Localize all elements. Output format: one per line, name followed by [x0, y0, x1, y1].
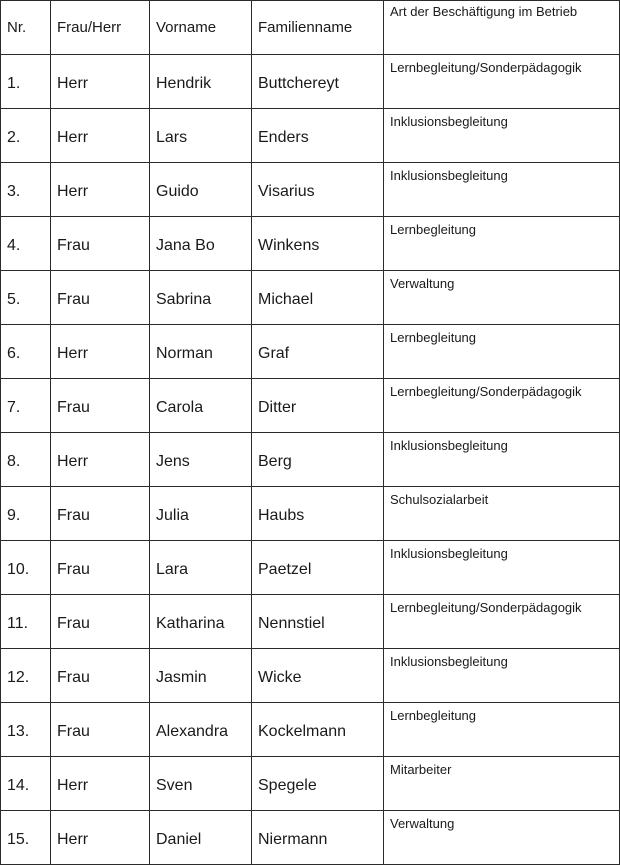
- cell-nr: 12.: [1, 649, 51, 703]
- cell-nr: 13.: [1, 703, 51, 757]
- cell-first-name: Guido: [150, 163, 252, 217]
- cell-job: Schulsozialarbeit: [384, 487, 620, 541]
- cell-salutation: Frau: [51, 649, 150, 703]
- table-row: [1, 487, 620, 541]
- header-first-name: Vorname: [150, 1, 252, 55]
- cell-nr: 8.: [1, 433, 51, 487]
- cell-job: Lernbegleitung: [384, 703, 620, 757]
- cell-last-name: Buttchereyt: [252, 55, 384, 109]
- cell-first-name: Lara: [150, 541, 252, 595]
- table-row: [1, 541, 620, 595]
- cell-job: Inklusionsbegleitung: [384, 649, 620, 703]
- cell-salutation: Herr: [51, 325, 150, 379]
- cell-first-name: Norman: [150, 325, 252, 379]
- header-nr: Nr.: [1, 1, 51, 55]
- cell-job: Lernbegleitung: [384, 217, 620, 271]
- table-row: [1, 811, 620, 865]
- cell-first-name: Sven: [150, 757, 252, 811]
- table-row: [1, 379, 620, 433]
- cell-first-name: Julia: [150, 487, 252, 541]
- cell-last-name: Niermann: [252, 811, 384, 865]
- cell-nr: 15.: [1, 811, 51, 865]
- header-job: Art der Beschäftigung im Betrieb: [384, 1, 620, 55]
- cell-salutation: Frau: [51, 217, 150, 271]
- cell-first-name: Sabrina: [150, 271, 252, 325]
- cell-first-name: Jana Bo: [150, 217, 252, 271]
- cell-last-name: Kockelmann: [252, 703, 384, 757]
- cell-last-name: Visarius: [252, 163, 384, 217]
- cell-job: Mitarbeiter: [384, 757, 620, 811]
- table-row: [1, 703, 620, 757]
- cell-first-name: Jens: [150, 433, 252, 487]
- cell-job: Verwaltung: [384, 811, 620, 865]
- cell-last-name: Winkens: [252, 217, 384, 271]
- cell-nr: 1.: [1, 55, 51, 109]
- cell-job: Inklusionsbegleitung: [384, 433, 620, 487]
- cell-salutation: Frau: [51, 541, 150, 595]
- cell-nr: 4.: [1, 217, 51, 271]
- cell-job: Inklusionsbegleitung: [384, 163, 620, 217]
- cell-last-name: Nennstiel: [252, 595, 384, 649]
- cell-salutation: Herr: [51, 757, 150, 811]
- cell-first-name: Daniel: [150, 811, 252, 865]
- table-row: [1, 325, 620, 379]
- cell-last-name: Graf: [252, 325, 384, 379]
- cell-nr: 14.: [1, 757, 51, 811]
- cell-salutation: Herr: [51, 55, 150, 109]
- table-row: [1, 271, 620, 325]
- table-row: [1, 109, 620, 163]
- cell-last-name: Ditter: [252, 379, 384, 433]
- cell-job: Inklusionsbegleitung: [384, 541, 620, 595]
- cell-job: Lernbegleitung/Sonderpädagogik: [384, 595, 620, 649]
- cell-nr: 3.: [1, 163, 51, 217]
- cell-job: Inklusionsbegleitung: [384, 109, 620, 163]
- header-last-name: Familienname: [252, 1, 384, 55]
- cell-salutation: Frau: [51, 271, 150, 325]
- cell-last-name: Spegele: [252, 757, 384, 811]
- table-row: [1, 433, 620, 487]
- cell-job: Verwaltung: [384, 271, 620, 325]
- table-row: [1, 649, 620, 703]
- table-row: [1, 595, 620, 649]
- cell-nr: 11.: [1, 595, 51, 649]
- cell-salutation: Frau: [51, 703, 150, 757]
- cell-last-name: Berg: [252, 433, 384, 487]
- cell-job: Lernbegleitung/Sonderpädagogik: [384, 55, 620, 109]
- cell-salutation: Herr: [51, 109, 150, 163]
- table-row: [1, 217, 620, 271]
- header-salutation: Frau/Herr: [51, 1, 150, 55]
- cell-nr: 2.: [1, 109, 51, 163]
- cell-salutation: Frau: [51, 487, 150, 541]
- cell-last-name: Paetzel: [252, 541, 384, 595]
- cell-nr: 10.: [1, 541, 51, 595]
- cell-first-name: Jasmin: [150, 649, 252, 703]
- cell-salutation: Herr: [51, 811, 150, 865]
- cell-last-name: Wicke: [252, 649, 384, 703]
- cell-last-name: Haubs: [252, 487, 384, 541]
- cell-nr: 5.: [1, 271, 51, 325]
- cell-job: Lernbegleitung/Sonderpädagogik: [384, 379, 620, 433]
- table-row: [1, 757, 620, 811]
- cell-job: Lernbegleitung: [384, 325, 620, 379]
- cell-first-name: Katharina: [150, 595, 252, 649]
- table-row: [1, 55, 620, 109]
- table-row: [1, 163, 620, 217]
- cell-nr: 9.: [1, 487, 51, 541]
- cell-last-name: Enders: [252, 109, 384, 163]
- cell-nr: 6.: [1, 325, 51, 379]
- cell-salutation: Frau: [51, 595, 150, 649]
- table-header-row: [1, 1, 620, 55]
- cell-salutation: Herr: [51, 163, 150, 217]
- cell-salutation: Herr: [51, 433, 150, 487]
- cell-first-name: Alexandra: [150, 703, 252, 757]
- cell-last-name: Michael: [252, 271, 384, 325]
- cell-first-name: Carola: [150, 379, 252, 433]
- cell-first-name: Hendrik: [150, 55, 252, 109]
- cell-salutation: Frau: [51, 379, 150, 433]
- cell-first-name: Lars: [150, 109, 252, 163]
- cell-nr: 7.: [1, 379, 51, 433]
